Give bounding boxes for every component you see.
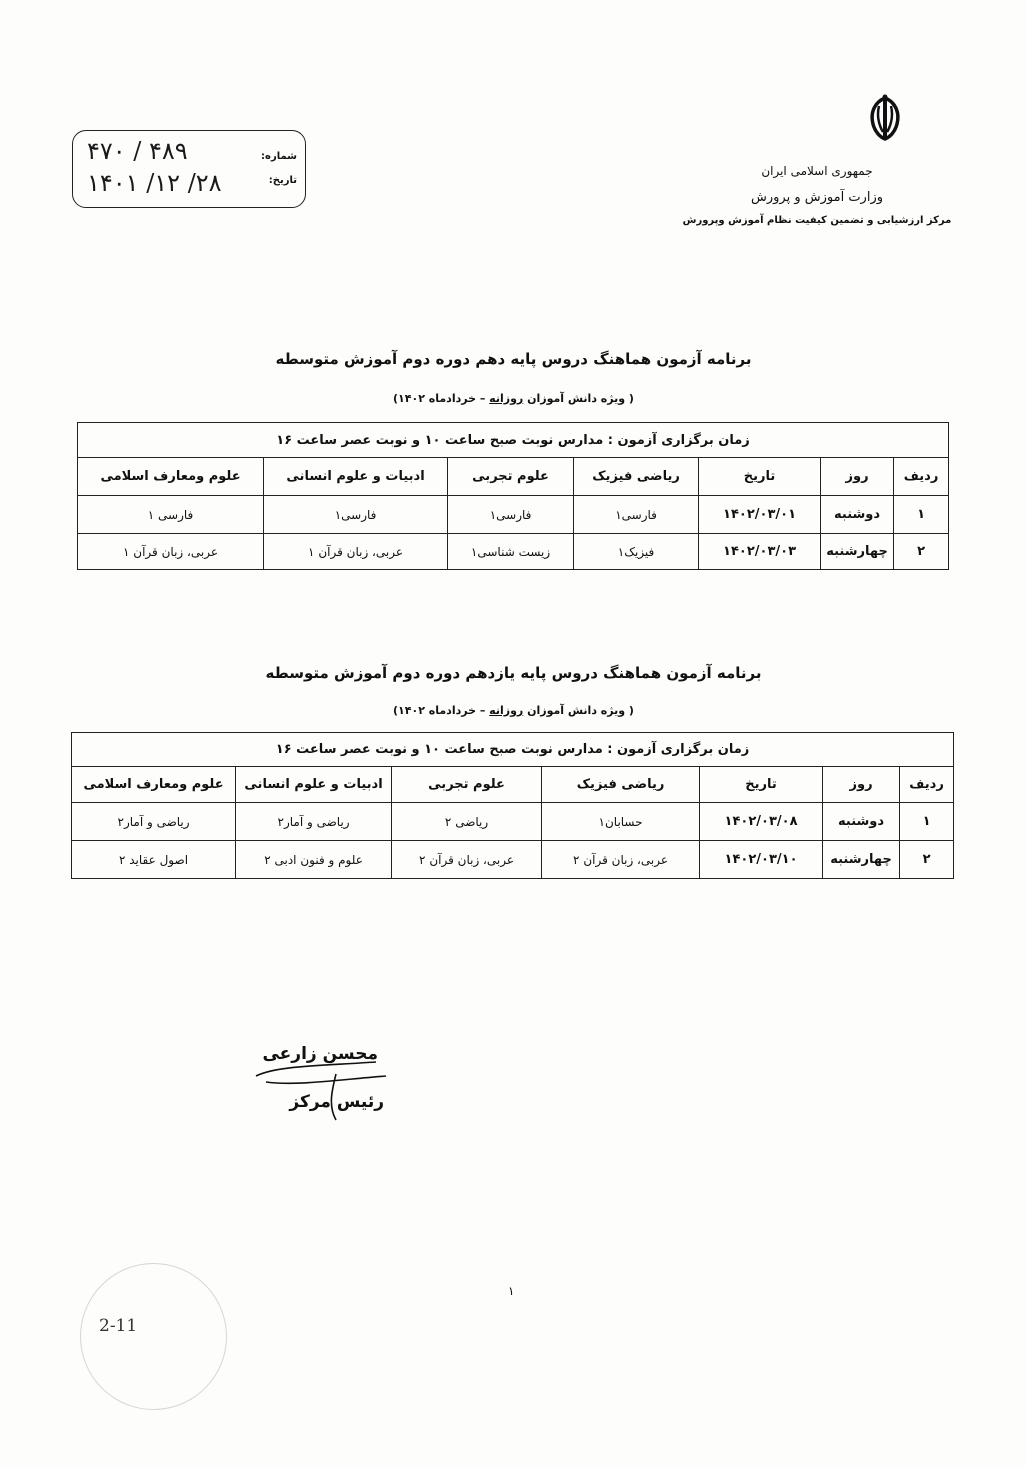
table-cell: ۲: [894, 534, 949, 570]
table-cell: عربی، زبان قرآن ۲: [542, 841, 700, 879]
table-cell: علوم و فنون ادبی ۲: [236, 841, 392, 879]
table-row: [72, 803, 954, 841]
table-cell: زیست شناسی۱: [448, 534, 574, 570]
col-header: روز: [823, 767, 900, 803]
table-caption: زمان برگزاری آزمون : مدارس نوبت صبح ساعت ۱۰ و نوبت عصر ساعت ۱۶: [78, 423, 949, 458]
signer-role: رئیس مرکز: [289, 1092, 384, 1112]
col-header: علوم تجربی: [392, 767, 542, 803]
faded-stamp: [80, 1263, 227, 1410]
subtitle-post: – خردادماه ۱۴۰۲): [393, 704, 490, 717]
col-header: تاریخ: [699, 458, 821, 496]
iran-emblem-icon: [861, 92, 909, 144]
col-header: علوم ومعارف اسلامی: [72, 767, 236, 803]
table-cell: ۱۴۰۲/۰۳/۰۳: [699, 534, 821, 570]
subtitle-post: – خردادماه ۱۴۰۲): [393, 392, 490, 405]
table-cell: عربی، زبان قرآن ۱: [264, 534, 448, 570]
col-header: علوم تجربی: [448, 458, 574, 496]
col-header: علوم ومعارف اسلامی: [78, 458, 264, 496]
table-cell: ریاضی و آمار۲: [236, 803, 392, 841]
ministry-header: [677, 164, 957, 226]
table-cell: ۱۴۰۲/۰۳/۰۱: [699, 496, 821, 534]
page-number: ۱: [508, 1284, 515, 1298]
col-header: ریاضی فیزیک: [542, 767, 700, 803]
signature-block: [236, 1036, 406, 1126]
table-cell: عربی، زبان قرآن ۱: [78, 534, 264, 570]
section2-subtitle: [0, 704, 1027, 717]
table-cell: فیزیک۱: [574, 534, 699, 570]
table-cell: ۱: [900, 803, 954, 841]
table-cell: فارسی ۱: [78, 496, 264, 534]
exam-table-grade10: [77, 422, 949, 570]
table-cell: اصول عقاید ۲: [72, 841, 236, 879]
subtitle-em: روزانه: [489, 704, 524, 717]
table-cell: دوشنبه: [821, 496, 894, 534]
table-cell: فارسی۱: [574, 496, 699, 534]
number-value: ۴۷۰ / ۴۸۹: [87, 137, 188, 165]
date-label: تاریخ:: [268, 175, 297, 186]
table-cell: دوشنبه: [823, 803, 900, 841]
table-cell: چهارشنبه: [823, 841, 900, 879]
date-value: ۱۴۰۱ /۱۲ /۲۸: [87, 169, 222, 197]
section1-subtitle: [0, 392, 1027, 405]
col-header: ریاضی فیزیک: [574, 458, 699, 496]
table-cell: ۱۴۰۲/۰۳/۰۸: [700, 803, 823, 841]
col-header: ردیف: [894, 458, 949, 496]
table-cell: فارسی۱: [264, 496, 448, 534]
section1-title: برنامه آزمون هماهنگ دروس پایه دهم دوره دوم آموزش متوسطه: [275, 350, 752, 368]
table-cell: ۲: [900, 841, 954, 879]
table-row: [78, 496, 949, 534]
center-name: مرکز ارزشیابی و تضمین کیفیت نظام آموزش وپرورش: [682, 215, 952, 226]
table-cell: ۱۴۰۲/۰۳/۱۰: [700, 841, 823, 879]
signer-name: محسن زارعی: [262, 1044, 378, 1064]
table-cell: ۱: [894, 496, 949, 534]
exam-table-grade11: [71, 732, 954, 879]
table-cell: چهارشنبه: [821, 534, 894, 570]
ministry-name: وزارت آموزش و پرورش: [750, 190, 883, 205]
table-cell: عربی، زبان قرآن ۲: [392, 841, 542, 879]
col-header: تاریخ: [700, 767, 823, 803]
stamp-code: 2-11: [99, 1316, 138, 1336]
subtitle-pre: ( ویژه دانش آموزان: [523, 704, 634, 717]
table-cell: فارسی۱: [448, 496, 574, 534]
col-header: ردیف: [900, 767, 954, 803]
section2-title: برنامه آزمون هماهنگ دروس پایه یازدهم دوره دوم آموزش متوسطه: [265, 664, 762, 682]
subtitle-em: روزانه: [489, 392, 524, 405]
col-header: روز: [821, 458, 894, 496]
country-name: جمهوری اسلامی ایران: [761, 164, 873, 178]
subtitle-pre: ( ویژه دانش آموزان: [523, 392, 634, 405]
table-row: [72, 841, 954, 879]
number-label: شماره:: [261, 151, 297, 162]
table-caption: زمان برگزاری آزمون : مدارس نوبت صبح ساعت ۱۰ و نوبت عصر ساعت ۱۶: [72, 733, 954, 767]
col-header: ادبیات و علوم انسانی: [236, 767, 392, 803]
table-cell: ریاضی ۲: [392, 803, 542, 841]
table-cell: حسابان۱: [542, 803, 700, 841]
letter-number-box: [72, 130, 306, 208]
col-header: ادبیات و علوم انسانی: [264, 458, 448, 496]
table-cell: ریاضی و آمار۲: [72, 803, 236, 841]
table-row: [78, 534, 949, 570]
